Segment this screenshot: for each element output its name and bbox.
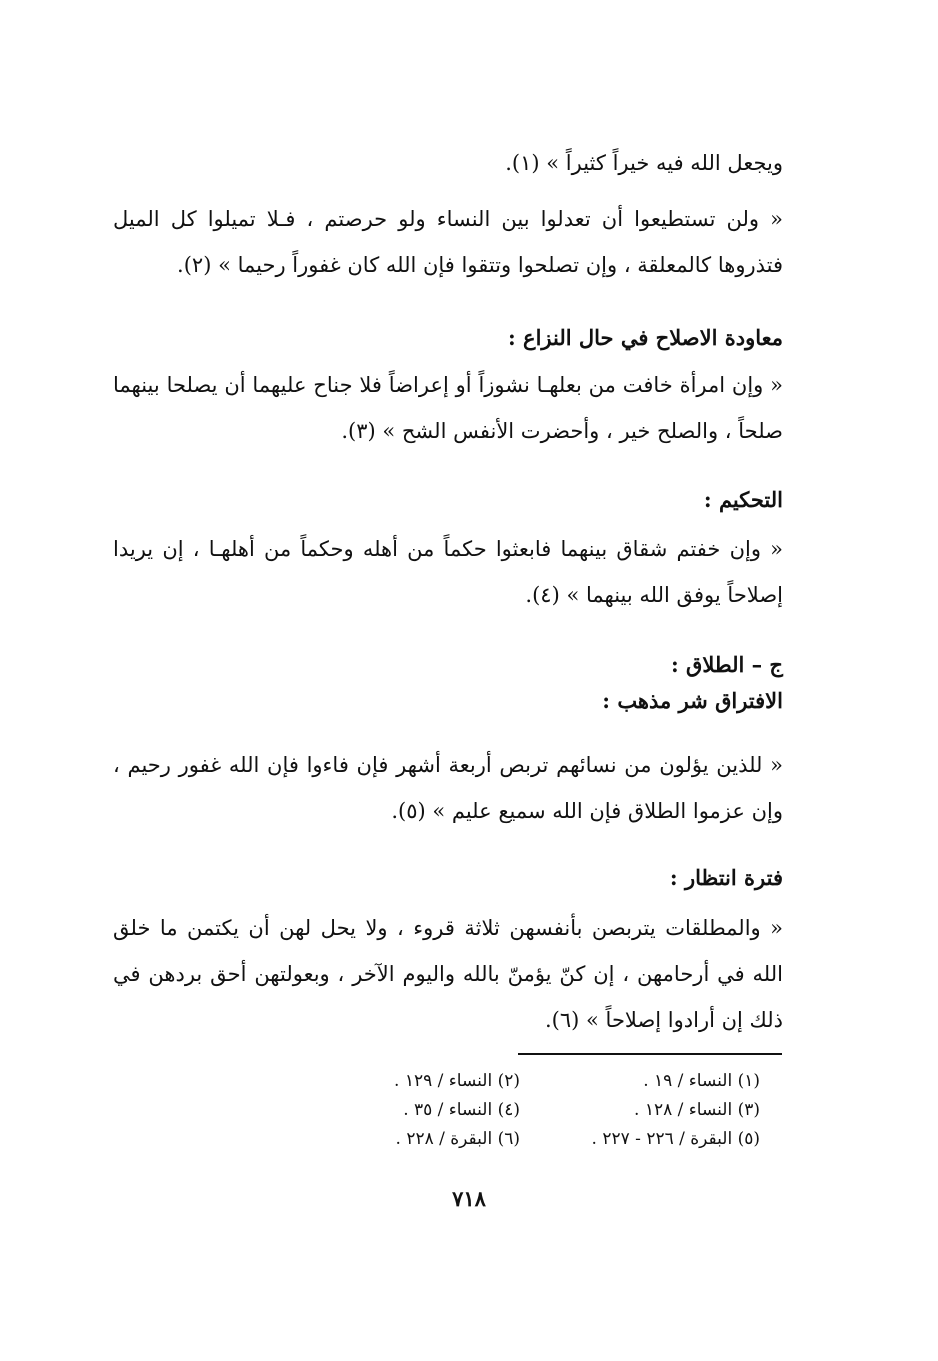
footnote-1: (١) النساء / ١٩ . [643,1071,760,1091]
page-number: ٧١٨ [452,1186,486,1211]
paragraph-quote-3: « وإن خفتم شقاق بينهما فابعثوا حكماً من أهله وحكماً من أهلهـا ، إن يريدا إصلاحاً يوفق الله بينهما » (٤). [113,537,783,607]
footnote-divider [518,1053,782,1055]
paragraph-quote-2: « وإن امرأة خافت من بعلهـا نشوزاً أو إعراضاً فلا جناح عليهما أن يصلحا بينهما صلحاً ، والصلح خير ، وأحضرت الأنفس الشح » (٣). [113,373,783,443]
footnote-3: (٣) النساء / ١٢٨ . [634,1100,760,1120]
section-heading-waiting-period: فترة انتظار : [669,865,783,890]
footnote-6: (٦) البقرة / ٢٢٨ . [395,1129,520,1149]
section-heading-reconciliation: معاودة الاصلاح في حال النزاع : [507,325,783,350]
footnote-4: (٤) النساء / ٣٥ . [403,1100,520,1120]
footnotes [320,1068,760,1152]
paragraph-quote-1: « ولن تستطيعوا أن تعدلوا بين النساء ولو حرصتم ، فـلا تميلوا كل الميل فتذروها كالمعلقة ، وإن تصلحوا وتتقوا فإن الله كان غفوراً رحيما » (٢). [113,207,783,277]
paragraph-continuation: ويجعل الله فيه خيراً كثيراً » (١). [505,151,783,175]
section-heading-arbitration: التحكيم : [703,487,783,512]
footnote-5: (٥) البقرة / ٢٢٦ - ٢٢٧ . [591,1129,760,1149]
section-heading-separation: الافتراق شر مذهب : [602,688,783,713]
paragraph-quote-5: « والمطلقات يتربصن بأنفسهن ثلاثة قروء ، ولا يحل لهن أن يكتمن ما خلق الله في أرحامهن ، إن كنّ يؤمنّ بالله واليوم الآخر ، وبعولتهن أحق بردهن في ذلك إن أرادوا إصلاحاً » (٦). [113,916,783,1032]
section-heading-divorce: ج – الطلاق : [670,652,783,677]
footnote-2: (٢) النساء / ١٢٩ . [394,1071,520,1091]
paragraph-quote-4: « للذين يؤلون من نسائهم تربص أربعة أشهر فإن فاءوا فإن الله غفور رحيم ، وإن عزموا الطلاق فإن الله سميع عليم » (٥). [113,753,783,823]
